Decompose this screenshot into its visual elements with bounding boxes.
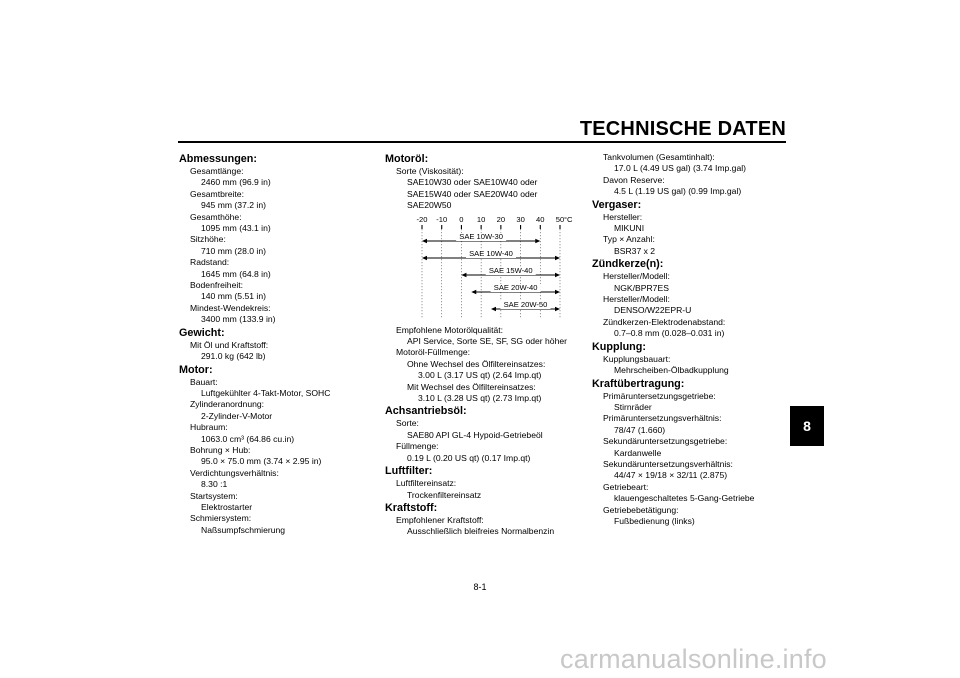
- range-arrow-right: [555, 289, 560, 294]
- column-1: [179, 152, 369, 536]
- heading-motoroel: Motoröl:: [385, 153, 429, 165]
- heading-gewicht: Gewicht:: [179, 326, 225, 339]
- viscosity-grade-label: SAE 10W-30: [459, 231, 504, 241]
- label-verdichtung: Verdichtungsverhältnis:: [190, 467, 279, 478]
- value-luftfilter: Trockenfiltereinsatz: [407, 489, 482, 500]
- chapter-tab: 8: [790, 406, 824, 446]
- value-bauart: Luftgekühlter 4-Takt-Motor, SOHC: [201, 387, 331, 398]
- value-vergaser-hersteller: MIKUNI: [614, 223, 645, 234]
- label-gesamtbreite: Gesamtbreite:: [190, 188, 244, 199]
- value-mit-filter: 3.10 L (3.28 US qt) (2.73 Imp.qt): [418, 393, 542, 404]
- oil-viscosity-chart: [410, 214, 573, 322]
- label-achs-sorte: Sorte:: [396, 418, 419, 429]
- label-mit-filter: Mit Wechsel des Ölfiltereinsatzes:: [407, 381, 536, 392]
- value-sek-verh: 44/47 × 19/18 × 32/11 (2.875): [614, 470, 728, 481]
- value-gewicht: 291.0 kg (642 lb): [201, 351, 266, 362]
- value-reserve: 4.5 L (1.19 US gal) (0.99 Imp.gal): [614, 186, 742, 197]
- value-zylinder: 2-Zylinder-V-Motor: [201, 410, 273, 421]
- temperature-tick-label: 50: [555, 214, 565, 224]
- temperature-tick-label: 40: [536, 214, 545, 224]
- label-gesamtlaenge: Gesamtlänge:: [190, 166, 244, 176]
- value-kupplung: Mehrscheiben-Ölbadkupplung: [614, 365, 729, 376]
- label-kraftstoff: Empfohlener Kraftstoff:: [396, 514, 484, 525]
- page-title: TECHNISCHE DATEN: [579, 118, 786, 140]
- heading-achsantrieb: Achsantriebsöl:: [385, 405, 467, 418]
- temperature-unit-label: °C: [564, 214, 573, 224]
- value-schmier: Naßsumpfschmierung: [201, 524, 286, 535]
- label-schmier: Schmiersystem:: [190, 513, 252, 524]
- heading-kraftuebertragung: Kraftübertragung:: [592, 377, 685, 390]
- value-radstand: 1645 mm (64.8 in): [201, 268, 271, 279]
- label-oel-fuellmenge: Motoröl-Füllmenge:: [396, 347, 471, 358]
- value-zk-modell-1: NGK/BPR7ES: [614, 282, 669, 293]
- label-vergaser-hersteller: Hersteller:: [603, 211, 643, 222]
- value-getriebeart: klauengeschaltetes 5-Gang-Getriebe: [614, 493, 755, 504]
- label-radstand: Radstand:: [190, 257, 230, 268]
- heading-zuendkerze: Zündkerze(n):: [592, 258, 664, 271]
- label-luftfilter: Luftfiltereinsatz:: [396, 478, 457, 489]
- temperature-tick-label: 30: [516, 214, 525, 224]
- label-kupplung: Kupplungsbauart:: [603, 353, 671, 364]
- heading-motor: Motor:: [179, 363, 213, 376]
- viscosity-grade-label: SAE 20W-40: [493, 282, 538, 292]
- range-arrow-right: [535, 238, 540, 243]
- range-arrow-right: [555, 306, 560, 311]
- value-prim-getr: Stirnräder: [614, 401, 652, 412]
- value-zk-abstand: 0.7–0.8 mm (0.028–0.031 in): [614, 328, 725, 339]
- value-gesamtbreite: 945 mm (37.2 in): [201, 200, 266, 211]
- value-startsystem: Elektrostarter: [201, 501, 253, 512]
- label-prim-verh: Primäruntersetzungsverhältnis:: [603, 413, 722, 424]
- value-gesamtlaenge: 2460 mm (96.9 in): [201, 177, 271, 188]
- value-oel-qualitaet: API Service, Sorte SE, SF, SG oder höher: [407, 336, 568, 347]
- value-ohne-filter: 3.00 L (3.17 US qt) (2.64 Imp.qt): [418, 370, 542, 381]
- column-3: [592, 152, 782, 527]
- value-sek-getr: Kardanwelle: [614, 447, 662, 458]
- temperature-tick-label: -10: [436, 214, 448, 224]
- label-ohne-filter: Ohne Wechsel des Ölfiltereinsatzes:: [407, 358, 546, 369]
- value-tankvolumen: 17.0 L (4.49 US gal) (3.74 Imp.gal): [614, 163, 746, 174]
- label-oel-sorte: Sorte (Viskosität):: [396, 166, 464, 176]
- value-verdichtung: 8.30 :1: [201, 479, 228, 490]
- temperature-tick-label: 10: [476, 214, 486, 224]
- temperature-tick-label: -20: [416, 214, 428, 224]
- range-arrow-left: [471, 289, 476, 294]
- label-prim-getr: Primäruntersetzungsgetriebe:: [603, 390, 716, 401]
- label-gesamthoehe: Gesamthöhe:: [190, 211, 242, 222]
- value-gesamthoehe: 1095 mm (43.1 in): [201, 223, 271, 234]
- value-hubraum: 1063.0 cm³ (64.86 cu.in): [201, 433, 295, 444]
- label-zk-modell-1: Hersteller/Modell:: [603, 271, 670, 282]
- value-bohrung: 95.0 × 75.0 mm (3.74 × 2.95 in): [201, 456, 322, 467]
- range-arrow-left: [422, 255, 427, 260]
- label-gewicht: Mit Öl und Kraftstoff:: [190, 339, 269, 350]
- value-kraftstoff: Ausschließlich bleifreies Normalbenzin: [407, 526, 555, 537]
- value-betaetigung: Fußbedienung (links): [614, 515, 695, 526]
- value-wendekreis: 3400 mm (133.9 in): [201, 314, 276, 325]
- label-oel-qualitaet: Empfohlene Motorölqualität:: [396, 324, 504, 335]
- value-zk-modell-2: DENSO/W22EPR-U: [614, 305, 692, 316]
- value-achs-fuell: 0.19 L (0.20 US qt) (0.17 Imp.qt): [407, 452, 531, 463]
- label-zk-abstand: Zündkerzen-Elektrodenabstand:: [603, 316, 726, 327]
- label-hubraum: Hubraum:: [190, 422, 228, 433]
- label-startsystem: Startsystem:: [190, 490, 238, 501]
- heading-luftfilter: Luftfilter:: [385, 465, 433, 478]
- viscosity-grade-label: SAE 15W-40: [488, 265, 533, 275]
- value-oel-sorte-1: SAE10W30 oder SAE10W40 oder: [407, 177, 538, 188]
- label-bauart: Bauart:: [190, 376, 218, 387]
- range-arrow-left: [422, 238, 427, 243]
- heading-kraftstoff: Kraftstoff:: [385, 501, 438, 514]
- page-number: 8-1: [473, 582, 487, 592]
- label-bohrung: Bohrung × Hub:: [190, 444, 251, 455]
- label-wendekreis: Mindest-Wendekreis:: [190, 302, 271, 313]
- value-bodenfreiheit: 140 mm (5.51 in): [201, 291, 266, 302]
- label-vergaser-typ: Typ × Anzahl:: [603, 234, 655, 245]
- label-sek-getr: Sekundäruntersetzungsgetriebe:: [603, 436, 728, 447]
- column-2: [385, 152, 590, 538]
- label-tankvolumen: Tankvolumen (Gesamtinhalt):: [603, 152, 715, 162]
- range-arrow-right: [555, 255, 560, 260]
- title-rule: [178, 141, 786, 143]
- range-arrow-right: [555, 272, 560, 277]
- value-vergaser-typ: BSR37 x 2: [614, 245, 656, 256]
- range-arrow-left: [461, 272, 466, 277]
- label-betaetigung: Getriebebetätigung:: [603, 504, 679, 515]
- label-zylinder: Zylinderanordnung:: [190, 399, 265, 410]
- label-sek-verh: Sekundäruntersetzungsverhältnis:: [603, 458, 733, 469]
- watermark: carmanualsonline.info: [560, 644, 827, 674]
- range-arrow-left: [491, 306, 496, 311]
- value-oel-sorte-2: SAE15W40 oder SAE20W40 oder: [407, 188, 538, 199]
- label-bodenfreiheit: Bodenfreiheit:: [190, 280, 244, 291]
- heading-abmessungen: Abmessungen:: [179, 153, 257, 165]
- viscosity-grade-label: SAE 20W-50: [503, 299, 548, 309]
- value-prim-verh: 78/47 (1.660): [614, 424, 666, 435]
- value-oel-sorte-3: SAE20W50: [407, 200, 452, 211]
- label-zk-modell-2: Hersteller/Modell:: [603, 294, 670, 305]
- viscosity-grade-label: SAE 10W-40: [469, 248, 513, 258]
- heading-kupplung: Kupplung:: [592, 340, 646, 353]
- value-achs-sorte: SAE80 API GL-4 Hypoid-Getriebeöl: [407, 429, 543, 440]
- label-getriebeart: Getriebeart:: [603, 481, 649, 492]
- label-reserve: Davon Reserve:: [603, 174, 665, 185]
- temperature-tick-label: 20: [496, 214, 506, 224]
- heading-vergaser: Vergaser:: [592, 198, 642, 211]
- value-sitzhoehe: 710 mm (28.0 in): [201, 245, 266, 256]
- label-sitzhoehe: Sitzhöhe:: [190, 234, 226, 245]
- label-achs-fuell: Füllmenge:: [396, 441, 439, 452]
- temperature-tick-label: 0: [459, 214, 464, 224]
